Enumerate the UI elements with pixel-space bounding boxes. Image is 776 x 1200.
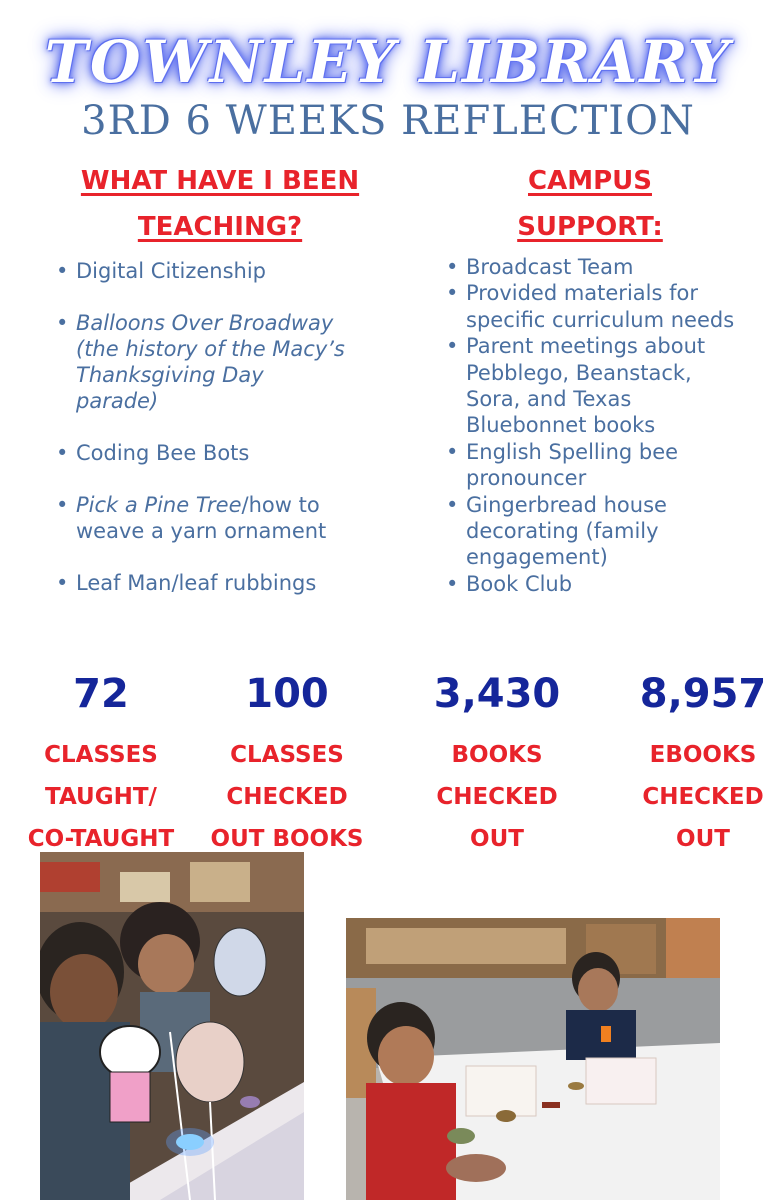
teaching-heading-line2: TEACHING? — [137, 212, 303, 242]
stat-number: 100 — [245, 671, 329, 717]
support-heading — [440, 158, 740, 250]
stat-label — [402, 734, 592, 860]
stat-label — [192, 734, 382, 860]
list-item — [50, 258, 350, 284]
list-item — [50, 492, 350, 544]
stat-label-line: BOOKS — [451, 742, 543, 768]
stat-number: 72 — [73, 671, 129, 717]
teaching-heading-line1: WHAT HAVE I BEEN — [80, 166, 360, 196]
stat-ebooks-checked-out — [608, 672, 776, 860]
page-title: TOWNLEY LIBRARY — [44, 28, 732, 96]
stat-label-line: CHECKED — [226, 784, 348, 810]
list-item-text: Provided materials for specific curriculum needs — [466, 281, 735, 332]
list-item-text: Parent meetings about Pebblego, Beanstack, Sora, and Texas Bluebonnet books — [466, 334, 706, 438]
stat-label-line: CHECKED — [642, 784, 764, 810]
stat-label-line: CLASSES — [44, 742, 158, 768]
list-item-italic-text: Pick a Pine Tree — [76, 493, 242, 517]
support-heading-line1: CAMPUS — [528, 166, 652, 196]
stat-label — [6, 734, 196, 860]
teaching-list — [50, 258, 350, 622]
stat-label-line: CHECKED — [436, 784, 558, 810]
list-item-text: Broadcast Team — [466, 255, 634, 279]
stat-label-line: EBOOKS — [649, 742, 757, 768]
stat-number: 8,957 — [639, 671, 767, 717]
photo-balloon-project — [40, 852, 304, 1200]
stat-label-line: OUT BOOKS — [210, 826, 364, 852]
list-item — [440, 492, 740, 571]
list-item — [440, 439, 740, 492]
list-item-text: English Spelling bee pronouncer — [466, 439, 679, 491]
list-item-text: Digital Citizenship — [76, 259, 267, 283]
list-item-text: /how to weave a yarn ornament — [76, 493, 327, 543]
stat-label-line: OUT — [676, 826, 730, 852]
support-heading-line2: SUPPORT: — [517, 212, 663, 242]
teaching-heading — [40, 158, 400, 250]
support-list — [440, 254, 740, 597]
list-item — [50, 310, 350, 414]
stat-label-line: OUT — [470, 826, 524, 852]
stat-classes-checked-out — [192, 672, 382, 860]
stat-label-line: TAUGHT/ — [45, 784, 157, 810]
list-item-text: Coding Bee Bots — [76, 441, 250, 465]
list-item — [440, 571, 740, 597]
list-item-text: Gingerbread house decorating (family engagement) — [466, 492, 667, 570]
page-subtitle: 3RD 6 WEEKS REFLECTION — [81, 98, 695, 144]
stat-classes-taught — [6, 672, 196, 860]
list-item — [50, 440, 350, 466]
photo-leaf-rubbings-image — [346, 918, 720, 1200]
stat-label — [608, 734, 776, 860]
list-item — [440, 333, 740, 439]
stat-books-checked-out — [402, 672, 592, 860]
photo-leaf-rubbings — [346, 918, 720, 1200]
stat-label-line: CLASSES — [230, 742, 344, 768]
list-item — [440, 280, 740, 333]
photo-balloon-project-image — [40, 852, 304, 1200]
list-item-text: Balloons Over Broadway (the history of the Macy’s Thanksgiving Day parade) — [76, 311, 345, 413]
list-item — [440, 254, 740, 280]
stat-label-line: CO-TAUGHT — [27, 826, 175, 852]
list-item — [50, 570, 350, 596]
list-item-text: Book Club — [466, 571, 573, 596]
stat-number: 3,430 — [433, 671, 561, 717]
list-item-text: Leaf Man/leaf rubbings — [76, 571, 317, 595]
